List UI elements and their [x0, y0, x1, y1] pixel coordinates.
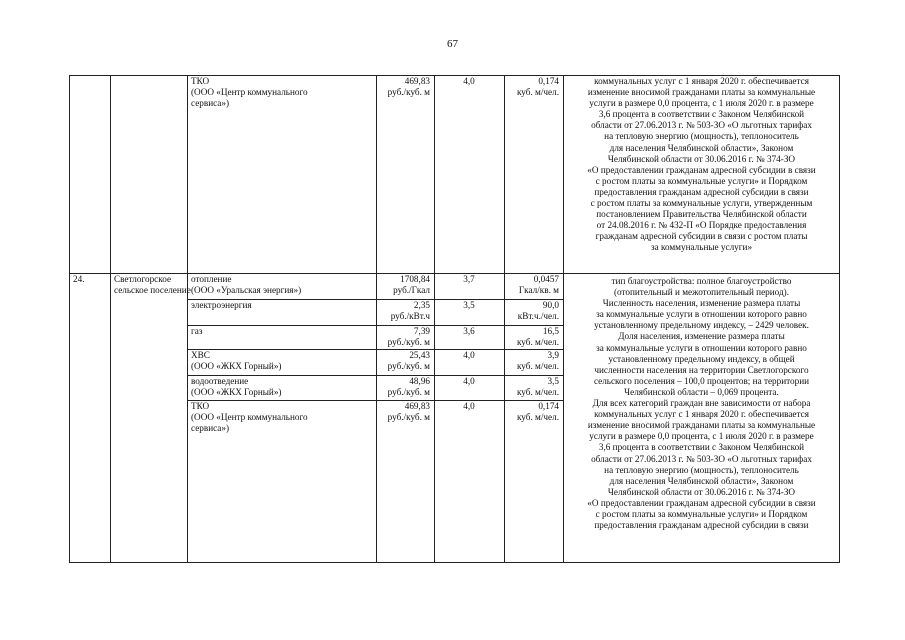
table-cell-service: водоотведение (ООО «ЖКХ Горный») — [191, 376, 282, 398]
table-cell-index: 3,5 — [463, 300, 475, 310]
page-number: 67 — [447, 38, 458, 50]
table-cell-service: отопление (ООО «Уральская энергия») — [191, 274, 302, 296]
table-cell-index: 4,0 — [463, 350, 475, 360]
column-divider — [434, 75, 435, 562]
table-cell-index: 3,7 — [463, 274, 475, 284]
column-divider — [376, 75, 377, 562]
table-cell-volume: 90,0 кВт.ч./чел. — [517, 300, 559, 322]
table-cell-row-number: 24. — [73, 274, 85, 284]
table-cell-volume: 0,0457 Гкал/кв. м — [518, 274, 559, 296]
column-divider — [187, 75, 188, 562]
table-cell-price: 2,35 руб./кВт.ч — [390, 300, 430, 322]
table-cell-price: 25,43 руб./куб. м — [387, 350, 430, 372]
table-cell-index: 3,6 — [463, 326, 475, 336]
table-cell-price: 469,83 руб./куб. м — [387, 76, 430, 98]
table-cell-volume: 3,9 куб. м/чел. — [516, 350, 559, 372]
table-border-right — [839, 75, 840, 562]
table-cell-service: ХВС (ООО «ЖКХ Горный») — [191, 350, 282, 372]
table-cell-service: газ — [191, 326, 203, 336]
table-cell-price: 48,96 руб./куб. м — [387, 376, 430, 398]
table-border-bottom — [69, 562, 840, 563]
table-cell-price: 1708,84 руб./Гкал — [393, 274, 430, 296]
table-cell-note: тип благоустройства: полное благоустройство (отопительный и межотопительный период). Численность населения, изменение размера платы за коммунальные услуги в отношении которого равно установленному предельному индексу, – 2429 человек. Доля населения, изменение размера платы за коммунальные услуги в отношении которого равно установленному предельному индексу, в общей численности населения на территории Светлогорского сельского поселения – 100,0 процентов; на территории Челябинской области – 0,069 процента. Для всех категорий граждан вне зависимости от набора коммунальных услуг с 1 января 2020 г. обеспечивается изменение вносимой гражданами платы за коммунальные услуги в размере 0,0 процента, с 1 июля 2020 г. в размере 3,6 процента в соответствии с Законом Челябинской области от 27.06.2013 г. № 503-ЗО «О льготных тарифах на тепловую энергию (мощность), теплоноситель для населения Челябинской области», Законом Челябинской области от 30.06.2016 г. № 374-ЗО «О предоставлении гражданам адресной субсидии в связи с ростом платы за коммунальные услуги» и Порядком предоставления гражданам адресной субсидии в связи — [587, 276, 816, 531]
table-cell-note: коммунальных услуг с 1 января 2020 г. обеспечивается изменение вносимой гражданами платы за коммунальные услуги в размере 0,0 процента, с 1 июля 2020 г. в размере 3,6 процента в соответствии с Законом Челябинской области от 27.06.2013 г. № 503-ЗО «О льготных тарифах на тепловую энергию (мощность), теплоноситель для населения Челябинской области», Законом Челябинской области от 30.06.2016 г. № 374-ЗО «О предоставлении гражданам адресной субсидии в связи с ростом платы за коммунальные услуги» и Порядком предоставления гражданам адресной субсидии в связи с ростом платы за коммунальные услуги, утвержденным постановлением Правительства Челябинской области от 24.08.2016 г. № 432-П «О Порядке предоставления гражданам адресной субсидии в связи с ростом платы за коммунальные услуги» — [587, 76, 816, 253]
table-cell-volume: 0,174 куб. м/чел. — [516, 401, 559, 423]
table-cell-volume: 0,174 куб. м/чел. — [516, 76, 559, 98]
table-cell-service: ТКО (ООО «Центр коммунального сервиса») — [191, 76, 308, 109]
column-divider — [110, 75, 111, 562]
table-cell-price: 469,83 руб./куб. м — [387, 401, 430, 423]
table-cell-index: 4,0 — [463, 376, 475, 386]
table-cell-index: 4,0 — [463, 76, 475, 86]
table-cell-index: 4,0 — [463, 401, 475, 411]
table-cell-service: ТКО (ООО «Центр коммунального сервиса») — [191, 401, 308, 434]
table-cell-settlement-name: Светлогорское сельское поселение — [114, 274, 191, 296]
table-cell-price: 7,39 руб./куб. м — [387, 326, 430, 348]
table-cell-volume: 3,5 куб. м/чел. — [516, 376, 559, 398]
table-border-left — [69, 75, 70, 562]
table-cell-service: электроэнергия — [191, 300, 252, 310]
table-cell-volume: 16,5 куб. м/чел. — [516, 326, 559, 348]
